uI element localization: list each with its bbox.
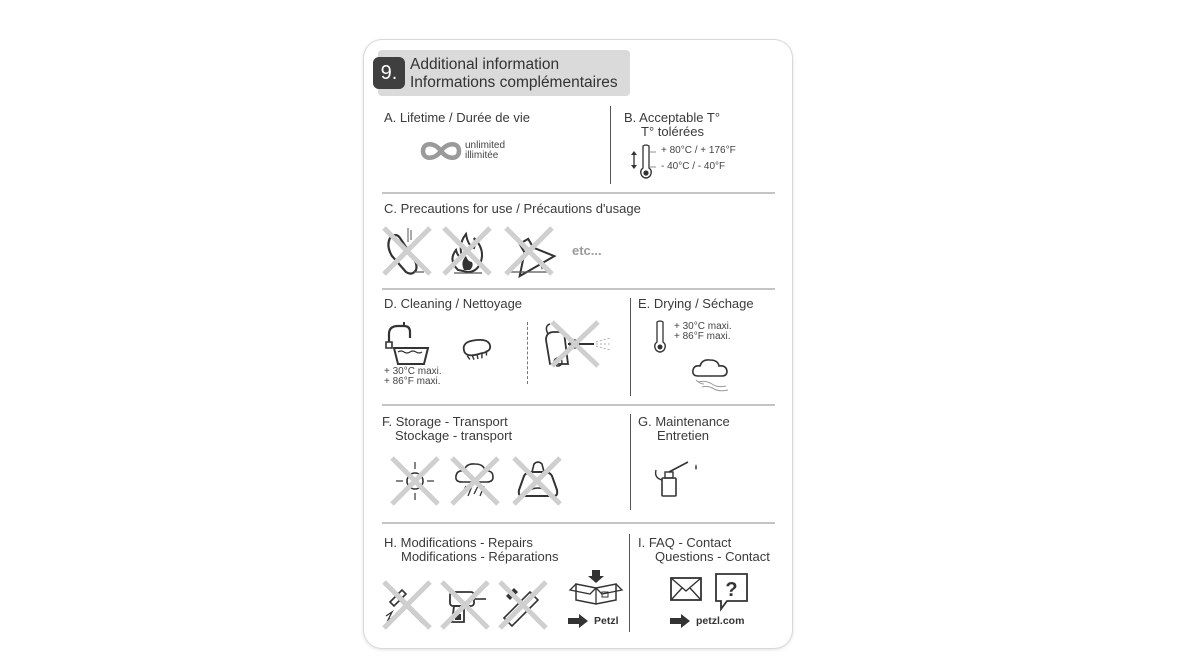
cloud-wind-icon	[690, 356, 734, 394]
tools-saw-hammer-icon	[500, 582, 548, 628]
divider-row4	[382, 522, 775, 524]
lifetime-unlimited: unlimited	[465, 140, 506, 151]
petzl-com-link[interactable]: petzl.com	[696, 615, 745, 627]
section-f-title-en: F. Storage - Transport	[382, 414, 508, 429]
divider-ab	[610, 106, 611, 184]
section-g-title-fr: Entretien	[657, 428, 710, 443]
divider-hi	[629, 534, 630, 632]
section-h-title-fr: Modifications - Réparations	[401, 549, 559, 564]
infinity-icon	[421, 140, 461, 162]
cleaning-temp-f: + 86°F maxi.	[384, 376, 441, 387]
temp-min: - 40°C / - 40°F	[661, 161, 726, 172]
section-i-title-en: I. FAQ - Contact	[638, 535, 732, 550]
header-title-fr: Informations complémentaires	[410, 74, 618, 91]
chemical-flask-icon	[506, 228, 556, 276]
cleaning-temp-c: + 30°C maxi.	[384, 366, 442, 377]
petzl-link[interactable]: Petzl	[594, 615, 619, 627]
carabiner-falling-icon	[384, 228, 432, 276]
return-box-icon	[570, 570, 622, 606]
drying-thermometer-icon	[652, 320, 668, 354]
divider-row1	[382, 192, 775, 194]
section-a-title: A. Lifetime / Durée de vie	[384, 110, 530, 125]
divider-fg	[630, 414, 631, 510]
fire-icon	[444, 228, 492, 276]
section-number-badge: 9.	[373, 57, 405, 89]
section-c-title: C. Precautions for use / Précautions d'usage	[384, 201, 641, 216]
thermometer-icon	[630, 144, 660, 180]
precautions-etc: etc...	[572, 243, 602, 258]
divider-de	[630, 298, 631, 396]
section-h-title-en: H. Modifications - Repairs	[384, 535, 533, 550]
temp-max: + 80°C / + 176°F	[661, 145, 736, 156]
drill-icon	[442, 582, 492, 628]
section-b-title-fr: T° tolérées	[641, 124, 705, 139]
header-title-en: Additional information	[410, 56, 560, 73]
info-card	[364, 40, 792, 648]
drying-temp-c: + 30°C maxi.	[674, 321, 732, 332]
hammer-icon	[384, 582, 432, 628]
section-e-title: E. Drying / Séchage	[638, 296, 754, 311]
cleaning-dashed-divider	[527, 322, 528, 384]
oil-can-icon	[652, 458, 702, 498]
envelope-icon	[670, 577, 702, 601]
pressure-washer-icon	[540, 320, 626, 368]
section-f-title-fr: Stockage - transport	[395, 428, 513, 443]
section-g-title-en: G. Maintenance	[638, 414, 730, 429]
bag-icon	[514, 458, 562, 504]
brush-icon	[460, 336, 494, 362]
divider-row2	[382, 288, 775, 290]
svg-text:?: ?	[725, 579, 738, 601]
section-d-title: D. Cleaning / Nettoyage	[384, 296, 523, 311]
section-i-title-fr: Questions - Contact	[655, 549, 770, 564]
rain-cloud-icon	[452, 458, 500, 504]
sun-icon	[392, 458, 438, 504]
section-b-title-en: B. Acceptable T°	[624, 110, 721, 125]
question-bubble-icon	[715, 573, 749, 611]
washing-basin-icon	[386, 324, 432, 366]
lifetime-illimitee: illimitée	[465, 150, 499, 161]
arrow-right-icon	[568, 614, 588, 628]
divider-row3	[382, 404, 775, 406]
arrow-right-icon	[670, 614, 690, 628]
drying-temp-f: + 86°F maxi.	[674, 331, 731, 342]
